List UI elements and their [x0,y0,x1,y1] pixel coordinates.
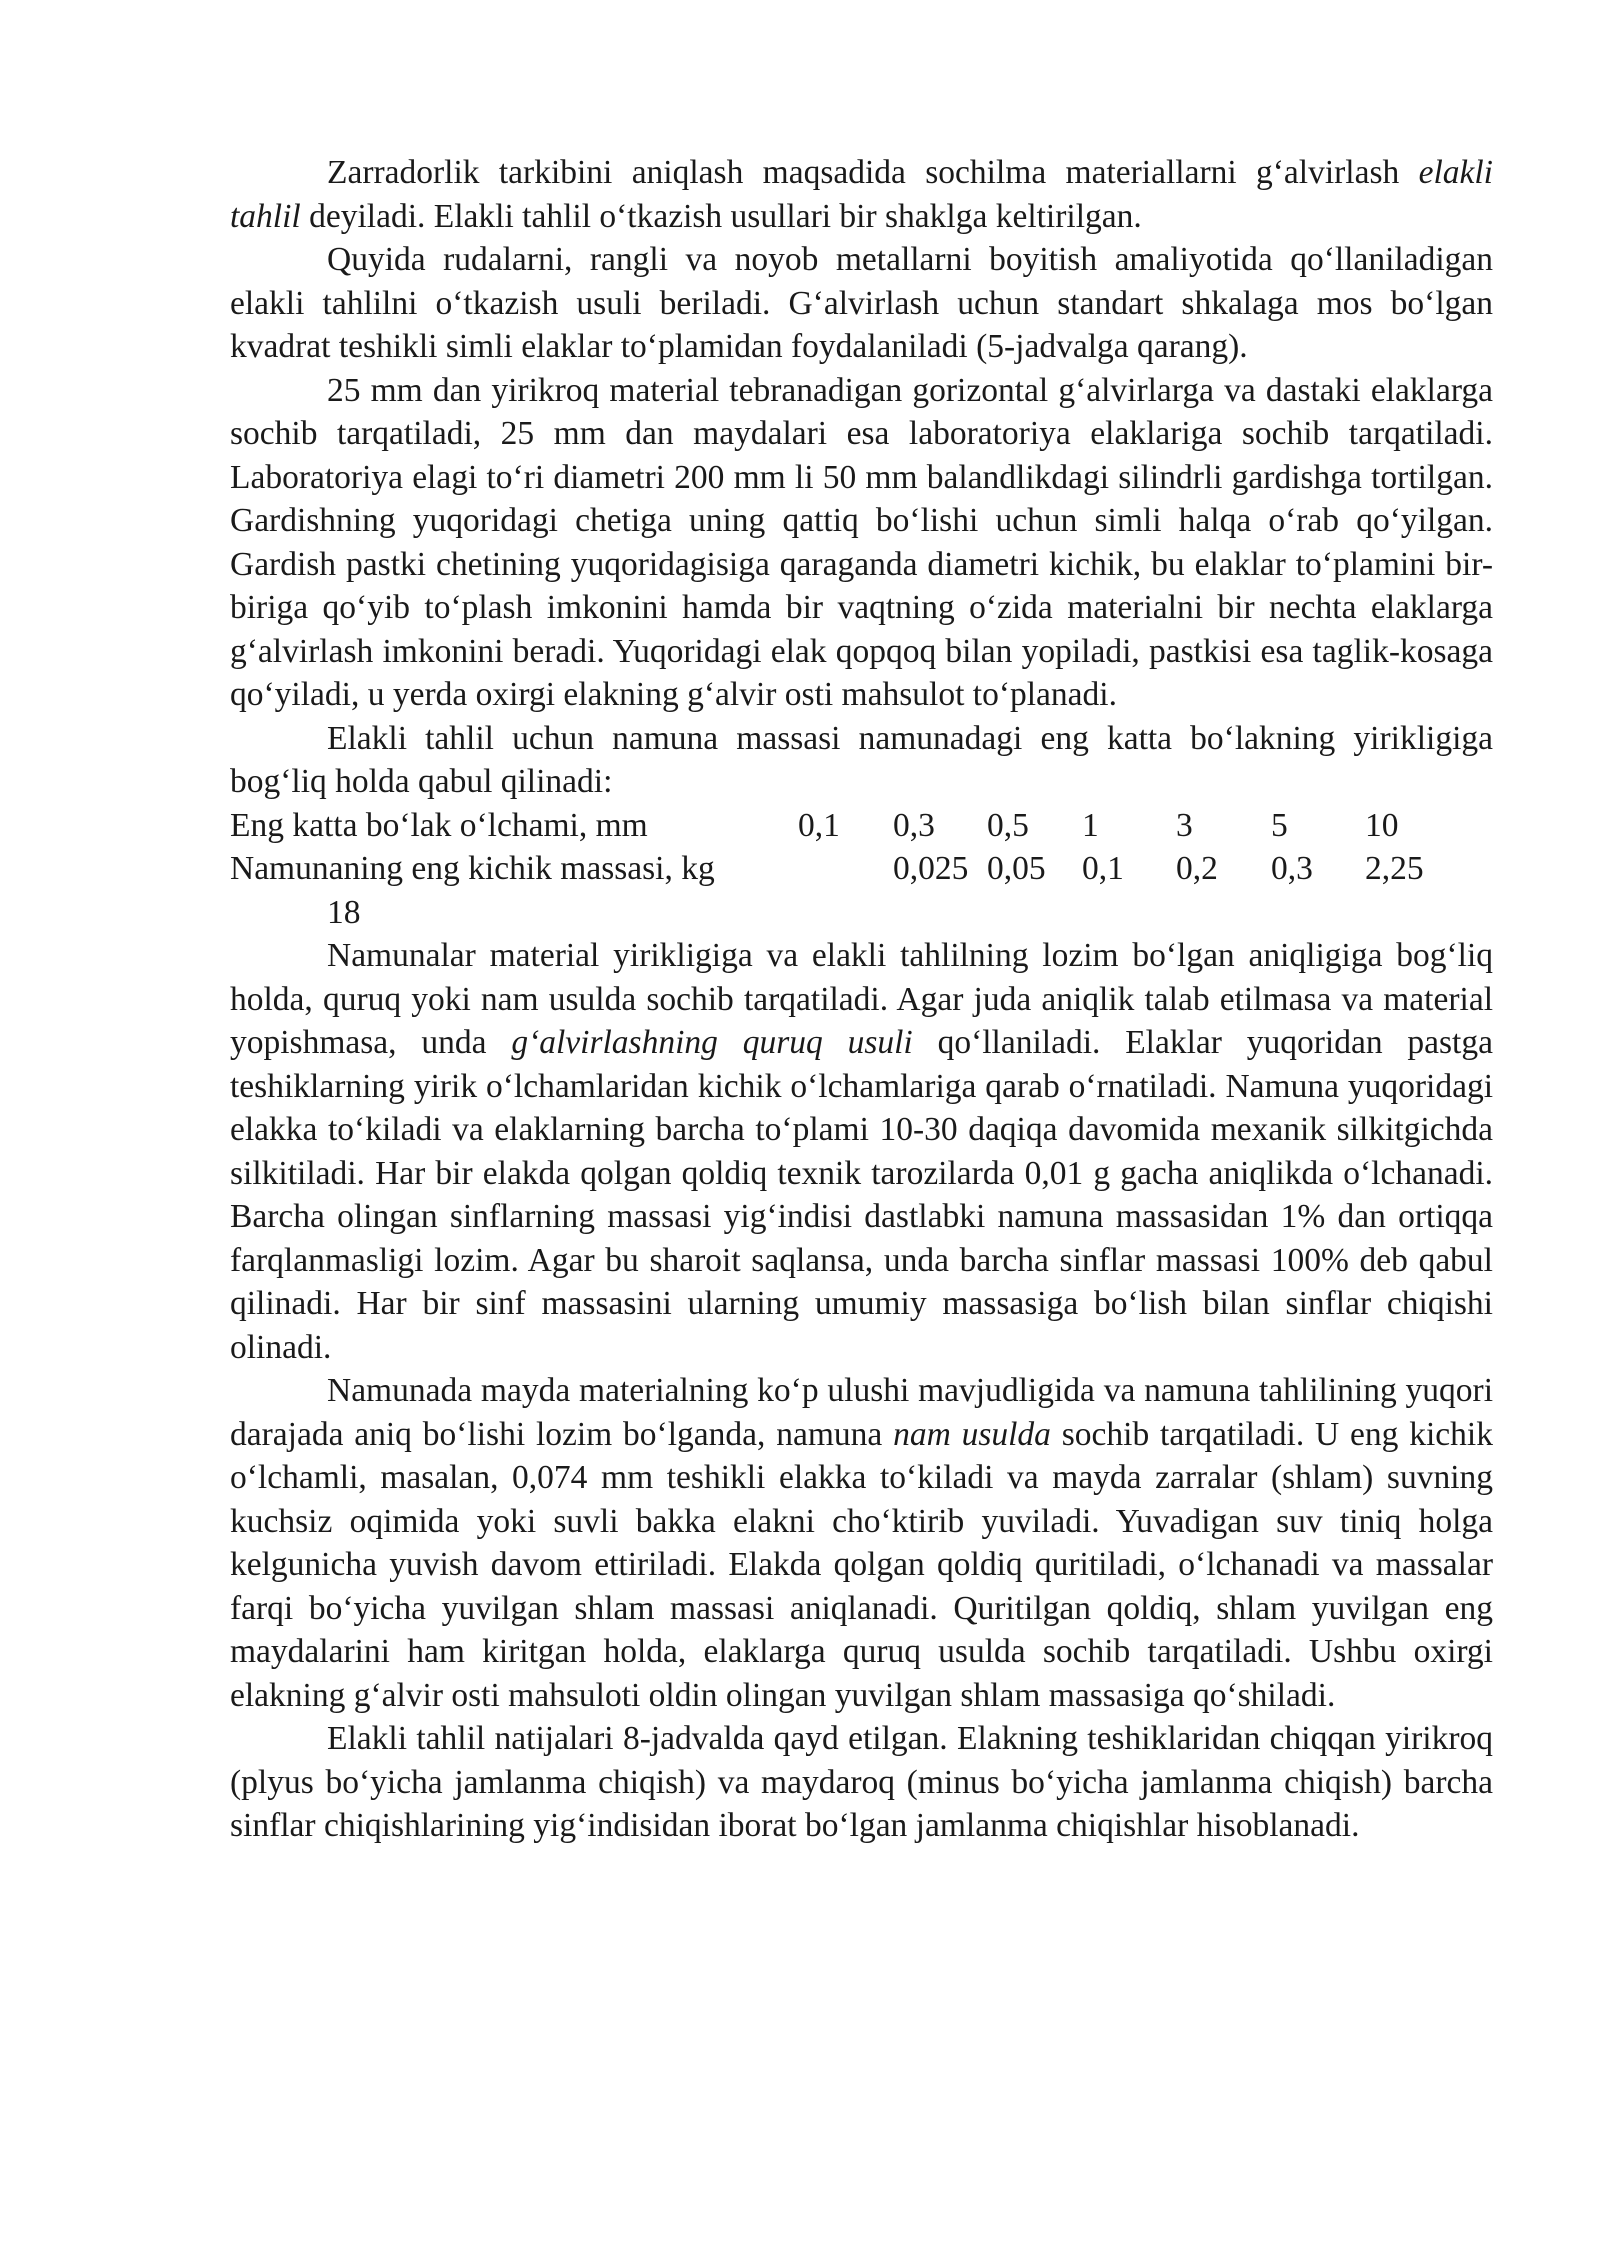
table-row-max-size [230,804,1493,848]
table-cell: 2,25 [1365,850,1424,887]
term-quruq-usul: g‘alvirlashning quruq usuli [511,1024,913,1061]
table-cell: 5 [1271,806,1288,844]
table-cell: 3 [1176,806,1193,844]
term-nam-usulda: nam usulda [893,1415,1051,1453]
table-cell: 0,2 [1176,850,1218,887]
table-cell: 0,1 [798,806,840,844]
table-cell: 0,3 [1271,850,1313,887]
table-cell: 0,1 [1082,850,1124,887]
table-cell: 0,5 [987,806,1029,844]
table-row-min-mass [230,847,1493,891]
paragraph-7: Elakli tahlil natijalari 8-jadvalda qayd etilgan. Elakning teshiklaridan chiqqan yirikroq (plyus bo‘yicha jamlanma chiqish) va maydaroq (minus bo‘yicha jamlanma chiqish) barcha sinflar chiqishlarining yig‘indisidan iborat bo‘lgan jamlanma chiqishlar hisoblanadi. [230,1720,1493,1844]
paragraph-6: Namunada mayda materialning ko‘p ulushi mavjudligida va namuna tahlilining yuqori darajada aniq bo‘lishi lozim bo‘lganda, namuna nam usulda sochib tarqatiladi. U eng kichik o‘lchamli, masalan, 0,074 mm teshikli elakka to‘kiladi va mayda zarralar (shlam) suvning kuchsiz oqimida yoki suvli bakka elakni cho‘ktirib yuviladi. Yuvadigan suv tiniq holga kelgunicha yuvish davom ettiriladi. Elakda qolgan qoldiq quritiladi, o‘lchanadi va massalar farqi bo‘yicha yuvilgan shlam massasi aniqlanadi. Quritilgan qoldiq, shlam yuvilgan eng maydalarini ham kiritgan holda, elaklarga quruq usulda sochib tarqatiladi. Ushbu oxirgi elakning g‘alvir osti mahsuloti oldin olingan yuvilgan shlam massasiga qo‘shiladi. [230,1372,1493,1714]
paragraph-5: Namunalar material yirikligiga va elakli tahlilning lozim bo‘lgan aniqligiga bog‘liq holda, quruq yoki nam usulda sochib tarqatiladi. Agar juda aniqlik talab etilmasa va material yopishmasa, unda g‘alvirlashning quruq usuli qo‘llaniladi. Elaklar yuqoridan pastga teshiklarning yirik o‘lchamlaridan kichik o‘lchamlariga qarab o‘rnatiladi. Namuna yuqoridagi elakka to‘kiladi va elaklarning barcha to‘plami 10-30 daqiqa davomida mexanik silkitgichda silkitiladi. Har bir elakda qolgan qoldiq texnik tarozilarda 0,01 g gacha aniqlikda o‘lchanadi. Barcha olingan sinflarning massasi yig‘indisi dastlabki namuna massasidan 1% dan ortiqqa farqlanmasligi lozim. Agar bu sharoit saqlansa, unda barcha sinflar massasi 100% deb qabul qilinadi. Har bir sinf massasini ularning umumiy massasiga bo‘lish bilan sinflar chiqishi olinadi. [230,937,1493,1366]
page-number: 18 [327,893,361,931]
table-cell: 0,3 [893,806,935,844]
row-label: Namunaning eng kichik massasi, kg [230,850,715,887]
table-cell: 0,025 [893,850,969,887]
paragraph-2: Quyida rudalarni, rangli va noyob metallarni boyitish amaliyotida qo‘llaniladigan elakli tahlilni o‘tkazish usuli beriladi. G‘alvirlash uchun standart shkalaga mos bo‘lgan kvadrat teshikli simli elaklar to‘plamidan foydalaniladi (5-jadvalga qarang). [230,241,1493,365]
document-page [230,151,1493,1848]
table-cell: 1 [1082,806,1099,844]
table-cell: 10 [1365,806,1399,844]
paragraph-4: Elakli tahlil uchun namuna massasi namunadagi eng katta bo‘lakning yirikligiga bog‘liq holda qabul qilinadi: [230,719,1493,800]
table-cell: 0,05 [987,850,1046,887]
row-label: Eng katta bo‘lak o‘lchami, mm [230,806,648,844]
paragraph-3: 25 mm dan yirikroq material tebranadigan gorizontal g‘alvirlarga va dastaki elaklarga sochib tarqatiladi, 25 mm dan maydalari esa laboratoriya elaklariga sochib tarqatiladi. Laboratoriya elagi to‘ri diametri 200 mm li 50 mm balandlikdagi silindrli gardishga tortilgan. Gardishning yuqoridagi chetiga uning qattiq bo‘lishi uchun simli halqa o‘rab qo‘yilgan. Gardish pastki chetining yuqoridagisiga qaraganda diametri kichik, bu elaklar to‘plamini bir-biriga qo‘yib to‘plash imkonini hamda bir vaqtning o‘zida materialni bir nechta elaklarga g‘alvirlash imkonini beradi. Yuqoridagi elak qopqoq bilan yopiladi, pastkisi esa taglik-kosaga qo‘yiladi, u yerda oxirgi elakning g‘alvir osti mahsulot to‘planadi. [230,371,1493,713]
paragraph-1: Zarradorlik tarkibini aniqlash maqsadida sochilma materiallarni g‘alvirlash elakli tahlil deyiladi. Elakli tahlil o‘tkazish usullari bir shaklga keltirilgan. [230,154,1493,235]
term-elakli-tahlil: elakli tahlil [230,154,1493,235]
